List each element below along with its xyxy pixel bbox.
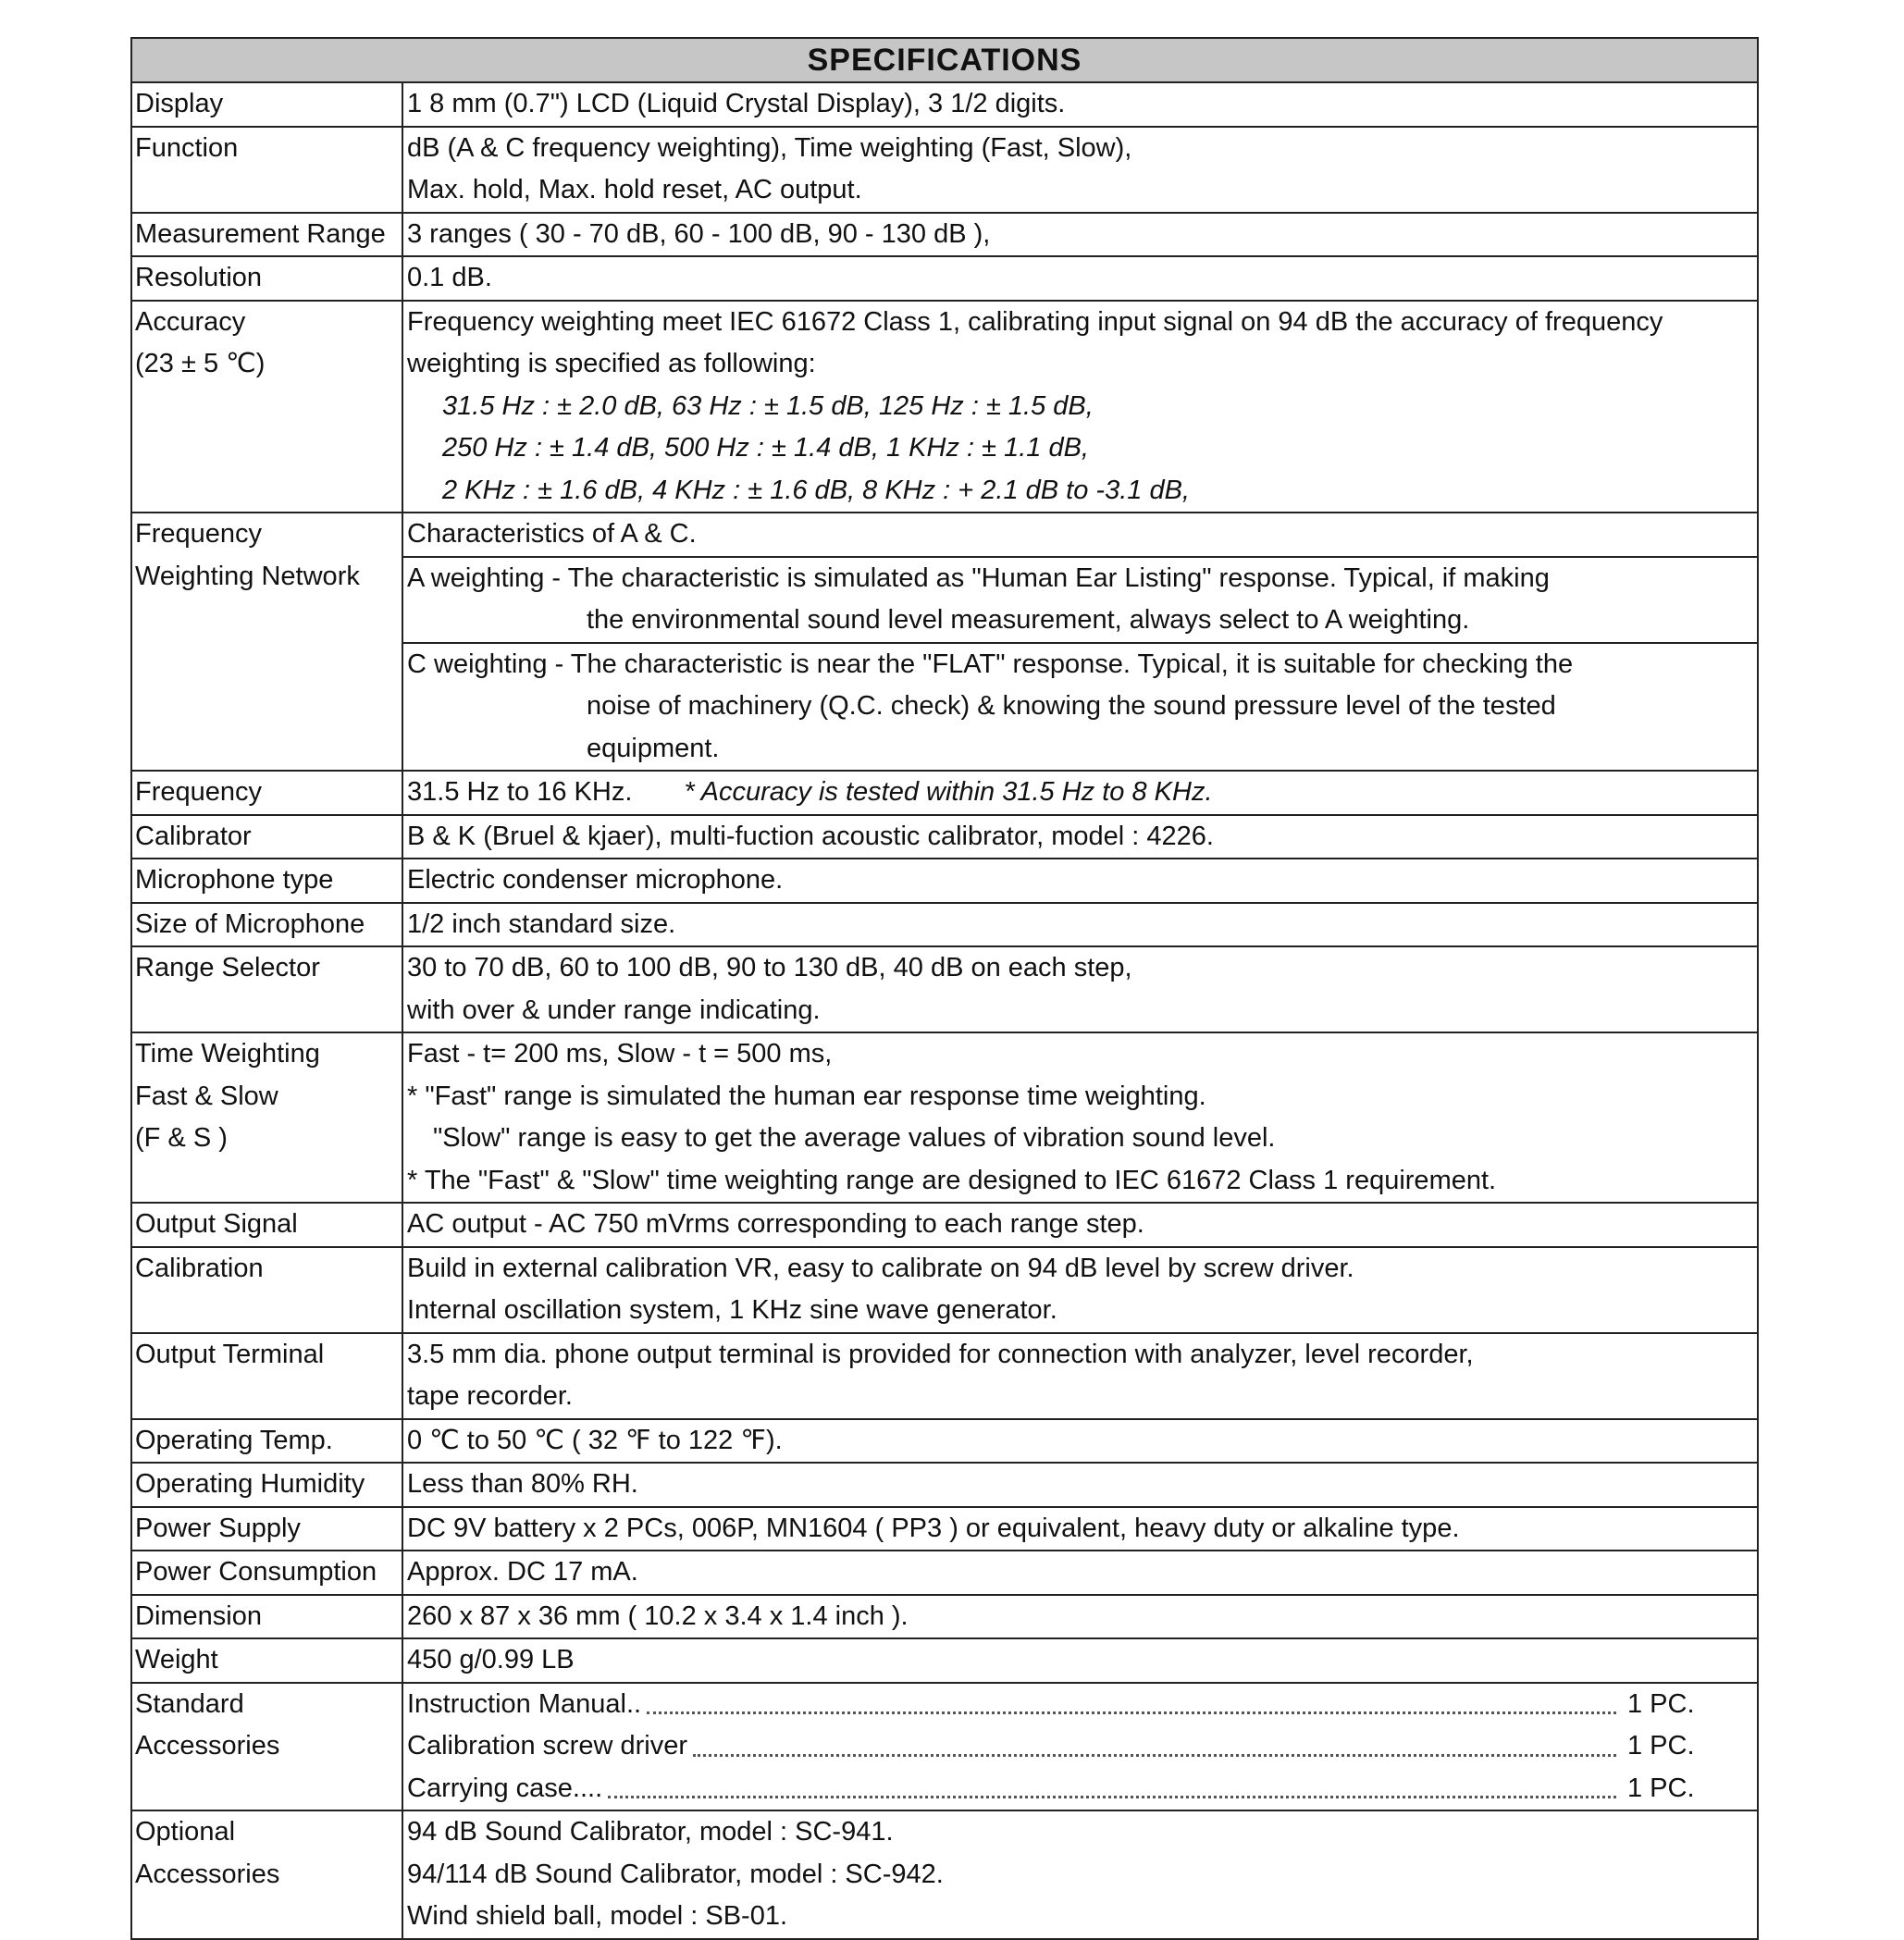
spec-value-line: * "Fast" range is simulated the human ear response time weighting.: [407, 1081, 1206, 1111]
spec-label-line: Fast & Slow: [135, 1081, 278, 1111]
spec-value: [403, 257, 1757, 300]
accuracy-tolerance-line: 2 KHz : ± 1.6 dB, 4 KHz : ± 1.6 dB, 8 KHz : + 2.1 dB to -3.1 dB,: [442, 475, 1190, 505]
spec-label-line: Time Weighting: [135, 1039, 320, 1069]
spec-label-line: Accuracy: [135, 306, 246, 337]
spec-label-line: Weight: [135, 1645, 218, 1674]
spec-value-line: Electric condenser microphone.: [407, 865, 784, 895]
spec-value: [403, 1464, 1757, 1506]
spec-value: [403, 816, 1757, 859]
spec-label: [132, 1033, 403, 1202]
spec-value-line: the environmental sound level measurement, always select to A weighting.: [587, 605, 1470, 635]
spec-label: [132, 83, 403, 126]
spec-value: [403, 1204, 1757, 1246]
c-weighting-block: [403, 644, 1757, 771]
specifications-table: [130, 37, 1759, 1940]
spec-value-line: 1 8 mm (0.7") LCD (Liquid Crystal Display), 3 1/2 digits.: [407, 89, 1066, 118]
spec-row-function: [132, 128, 1757, 214]
spec-label-line: Calibrator: [135, 821, 252, 851]
spec-value: [403, 772, 1757, 814]
spec-label-line: Operating Humidity: [135, 1469, 365, 1499]
spec-label-line: Output Signal: [135, 1209, 298, 1239]
spec-label-line: Range Selector: [135, 953, 320, 982]
spec-value-line: C weighting - The characteristic is near the "FLAT" response. Typical, it is suitable for checking the: [407, 649, 1574, 679]
spec-label-line: Size of Microphone: [135, 908, 365, 939]
spec-label: [132, 947, 403, 1032]
spec-label-line: Frequency: [135, 777, 263, 807]
spec-label: [132, 1684, 403, 1810]
spec-value-line: "Slow" range is easy to get the average values of vibration sound level.: [433, 1123, 1276, 1153]
spec-label-line: Resolution: [135, 263, 263, 292]
spec-value: [403, 1033, 1757, 1202]
spec-label: [132, 1204, 403, 1246]
spec-value-line: 3 ranges ( 30 - 70 dB, 60 - 100 dB, 90 - 130 dB ),: [407, 218, 991, 249]
spec-value-line: dB (A & C frequency weighting), Time weighting (Fast, Slow),: [407, 132, 1132, 163]
spec-value: [403, 1639, 1757, 1682]
spec-row-time-weighting: [132, 1033, 1757, 1204]
spec-label-line: Weighting Network: [135, 561, 360, 591]
spec-value-line: [407, 772, 1757, 814]
spec-label-line: Function: [135, 132, 239, 163]
spec-value-line: Fast - t= 200 ms, Slow - t = 500 ms,: [407, 1039, 833, 1069]
accessory-name: Calibration screw driver: [407, 1731, 687, 1761]
spec-row-output-signal: [132, 1204, 1757, 1248]
spec-value: [403, 1811, 1757, 1938]
spec-row-weight: [132, 1639, 1757, 1684]
accessory-item: [407, 1684, 1757, 1726]
spec-label: [132, 859, 403, 902]
dot-leader: [693, 1754, 1616, 1757]
spec-value: [403, 1508, 1757, 1551]
spec-label: [132, 1420, 403, 1463]
accuracy-tolerance-line: 250 Hz : ± 1.4 dB, 500 Hz : ± 1.4 dB, 1 KHz : ± 1.1 dB,: [442, 433, 1089, 463]
spec-label-line: Output Terminal: [135, 1339, 325, 1369]
spec-row-output-terminal: [132, 1334, 1757, 1420]
spec-value-line: DC 9V battery x 2 PCs, 006P, MN1604 ( PP3 ) or equivalent, heavy duty or alkaline type.: [407, 1513, 1460, 1543]
spec-row-operating-temp: [132, 1420, 1757, 1464]
spec-value-line: Characteristics of A & C.: [407, 519, 697, 549]
spec-value: [403, 859, 1757, 902]
spec-value-line: 0.1 dB.: [407, 263, 492, 292]
spec-row-microphone-type: [132, 859, 1757, 904]
spec-value: [403, 302, 1757, 513]
spec-value: [403, 904, 1757, 946]
spec-value: [403, 1596, 1757, 1638]
spec-value-line: 260 x 87 x 36 mm ( 10.2 x 3.4 x 1.4 inch ).: [407, 1600, 909, 1631]
spec-value: [403, 1248, 1757, 1332]
spec-value-line: equipment.: [587, 733, 720, 763]
spec-row-standard-accessories: [132, 1684, 1757, 1812]
spec-label-line: Accessories: [135, 1859, 280, 1889]
spec-row-resolution: [132, 257, 1757, 302]
spec-label: [132, 513, 403, 770]
spec-label-line: Microphone type: [135, 865, 334, 895]
spec-value-line: 94/114 dB Sound Calibrator, model : SC-942.: [407, 1859, 944, 1889]
spec-row-power-consumption: [132, 1551, 1757, 1596]
spec-row-range-selector: [132, 947, 1757, 1033]
spec-value-line: AC output - AC 750 mVrms corresponding to each range step.: [407, 1209, 1144, 1239]
spec-value-line: B & K (Bruel & kjaer), multi-fuction acoustic calibrator, model : 4226.: [407, 821, 1214, 851]
spec-label-line: Frequency: [135, 519, 263, 549]
accessory-item: [407, 1768, 1757, 1810]
spec-label-line: Display: [135, 89, 224, 118]
spec-value: [403, 513, 1757, 770]
spec-label-line: Standard: [135, 1688, 244, 1719]
spec-value-line: Internal oscillation system, 1 KHz sine wave generator.: [407, 1295, 1057, 1325]
spec-value-line: * The "Fast" & "Slow" time weighting range are designed to IEC 61672 Class 1 requirement.: [407, 1165, 1497, 1195]
accessory-qty: 1 PC.: [1627, 1731, 1695, 1761]
dot-leader: [647, 1711, 1616, 1714]
spec-label: [132, 1596, 403, 1638]
spec-label-line: Dimension: [135, 1600, 262, 1631]
spec-value: [403, 1420, 1757, 1463]
spec-value: [403, 947, 1757, 1032]
spec-value-line: with over & under range indicating.: [407, 995, 821, 1025]
accuracy-tolerance-line: 31.5 Hz : ± 2.0 dB, 63 Hz : ± 1.5 dB, 125 Hz : ± 1.5 dB,: [442, 390, 1094, 421]
table-title: SPECIFICATIONS: [132, 39, 1757, 83]
spec-value-line: weighting is specified as following:: [407, 349, 816, 378]
spec-value-line: Frequency weighting meet IEC 61672 Class 1, calibrating input signal on 94 dB the accuracy of frequency: [407, 306, 1663, 337]
spec-row-optional-accessories: [132, 1811, 1757, 1938]
spec-value-line: 30 to 70 dB, 60 to 100 dB, 90 to 130 dB, 40 dB on each step,: [407, 953, 1132, 982]
spec-label-line: (23 ± 5 ℃): [135, 349, 266, 378]
frequency-note: * Accuracy is tested within 31.5 Hz to 8 KHz.: [684, 777, 1213, 807]
accessory-name: Carrying case....: [407, 1773, 603, 1803]
spec-row-dimension: [132, 1596, 1757, 1640]
spec-label: [132, 1811, 403, 1938]
spec-label: [132, 1334, 403, 1418]
spec-value: [403, 1684, 1757, 1810]
spec-value-line: 450 g/0.99 LB: [407, 1645, 575, 1674]
spec-label: [132, 904, 403, 946]
spec-value-line: Approx. DC 17 mA.: [407, 1557, 638, 1587]
spec-label: [132, 772, 403, 814]
accessory-qty: 1 PC.: [1627, 1773, 1695, 1803]
spec-value: [403, 214, 1757, 256]
spec-value: [403, 1551, 1757, 1594]
spec-label-line: Calibration: [135, 1253, 264, 1283]
spec-label-line: Accessories: [135, 1731, 280, 1761]
spec-label-line: Power Consumption: [135, 1557, 377, 1587]
frequency-range: 31.5 Hz to 16 KHz.: [407, 777, 633, 807]
spec-label: [132, 1508, 403, 1551]
spec-value-line: Max. hold, Max. hold reset, AC output.: [407, 175, 862, 204]
spec-label: [132, 1551, 403, 1594]
spec-label-line: Measurement Range: [135, 218, 386, 249]
spec-label-line: Operating Temp.: [135, 1425, 333, 1455]
spec-label-line: Power Supply: [135, 1513, 301, 1543]
spec-label: [132, 214, 403, 256]
spec-value-line: 0 ℃ to 50 ℃ ( 32 ℉ to 122 ℉).: [407, 1425, 783, 1455]
spec-label-line: Optional: [135, 1817, 236, 1847]
spec-label: [132, 1248, 403, 1332]
spec-value: [403, 83, 1757, 126]
accessory-name: Instruction Manual..: [407, 1688, 642, 1719]
spec-row-calibration: [132, 1248, 1757, 1334]
spec-value-line: Build in external calibration VR, easy to calibrate on 94 dB level by screw driver.: [407, 1253, 1354, 1283]
spec-row-accuracy: [132, 302, 1757, 514]
weighting-characteristics: [403, 513, 1757, 558]
spec-row-operating-humidity: [132, 1464, 1757, 1508]
spec-row-calibrator: [132, 816, 1757, 860]
spec-label: [132, 302, 403, 513]
spec-value-line: A weighting - The characteristic is simulated as "Human Ear Listing" response. Typical, if making: [407, 562, 1550, 593]
spec-label: [132, 128, 403, 212]
dot-leader: [608, 1796, 1616, 1798]
spec-label: [132, 1464, 403, 1506]
a-weighting-block: [403, 558, 1757, 644]
spec-value: [403, 1334, 1757, 1418]
spec-value: [403, 128, 1757, 212]
spec-row-frequency: [132, 772, 1757, 816]
spec-value-line: Less than 80% RH.: [407, 1469, 638, 1499]
spec-label: [132, 257, 403, 300]
spec-row-microphone-size: [132, 904, 1757, 948]
spec-value-line: Wind shield ball, model : SB-01.: [407, 1901, 788, 1931]
spec-value-line: tape recorder.: [407, 1381, 573, 1411]
spec-value-line: 3.5 mm dia. phone output terminal is provided for connection with analyzer, level recorder,: [407, 1339, 1474, 1369]
spec-label: [132, 1639, 403, 1682]
spec-label-line: (F & S ): [135, 1123, 228, 1153]
spec-value-line: noise of machinery (Q.C. check) & knowing the sound pressure level of the tested: [587, 691, 1556, 721]
spec-label: [132, 816, 403, 859]
spec-value-line: 94 dB Sound Calibrator, model : SC-941.: [407, 1817, 894, 1847]
spec-value-line: 1/2 inch standard size.: [407, 908, 676, 939]
accessory-item: [407, 1725, 1757, 1768]
spec-row-measurement-range: [132, 214, 1757, 258]
accessory-qty: 1 PC.: [1627, 1688, 1695, 1719]
spec-row-power-supply: [132, 1508, 1757, 1552]
spec-row-display: [132, 83, 1757, 128]
spec-row-weighting-network: [132, 513, 1757, 772]
